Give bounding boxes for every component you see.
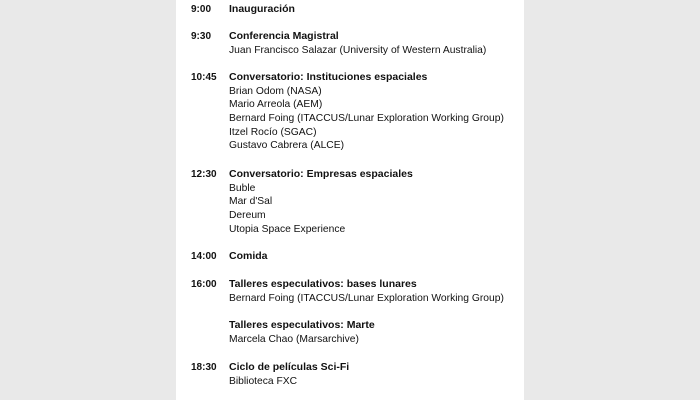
schedule-item-empresas xyxy=(229,168,519,236)
company-line: Utopia Space Experience xyxy=(229,223,346,235)
schedule-item-inauguracion xyxy=(229,3,519,17)
item-title: Inauguración xyxy=(229,3,295,15)
schedule-item-conferencia xyxy=(229,30,519,57)
item-title: Conferencia Magistral xyxy=(229,30,339,42)
time-0930: 9:30 xyxy=(191,31,212,42)
speaker-line: Marcela Chao (Marsarchive) xyxy=(229,333,359,345)
schedule-item-talleres xyxy=(229,278,519,346)
speaker-line: Bernard Foing (ITACCUS/Lunar Exploration Working Group) xyxy=(229,292,504,304)
schedule-item-instituciones xyxy=(229,71,519,153)
speaker-line: Itzel Rocío (SGAC) xyxy=(229,126,317,138)
time-1830: 18:30 xyxy=(191,362,217,373)
schedule-item-comida xyxy=(229,250,519,264)
time-1045: 10:45 xyxy=(191,72,217,83)
speaker-line: Juan Francisco Salazar (University of Western Australia) xyxy=(229,44,487,56)
company-line: Mar d'Sal xyxy=(229,196,273,208)
time-1230: 12:30 xyxy=(191,169,217,180)
company-line: Buble xyxy=(229,182,256,194)
item-title: Conversatorio: Empresas espaciales xyxy=(229,168,413,180)
item-title: Comida xyxy=(229,250,268,262)
speaker-line: Bernard Foing (ITACCUS/Lunar Exploration Working Group) xyxy=(229,112,504,124)
speaker-line: Mario Arreola (AEM) xyxy=(229,99,323,111)
item-title: Ciclo de películas Sci-Fi xyxy=(229,361,350,373)
speaker-line: Brian Odom (NASA) xyxy=(229,85,322,97)
item-title: Talleres especulativos: bases lunares xyxy=(229,278,417,290)
item-title: Conversatorio: Instituciones espaciales xyxy=(229,71,428,83)
company-line: Dereum xyxy=(229,209,266,221)
speaker-line: Gustavo Cabrera (ALCE) xyxy=(229,140,345,152)
time-1400: 14:00 xyxy=(191,251,217,262)
time-1600: 16:00 xyxy=(191,279,217,290)
item-subtitle: Talleres especulativos: Marte xyxy=(229,319,375,332)
time-0900: 9:00 xyxy=(191,4,212,15)
venue-line: Biblioteca FXC xyxy=(229,375,298,387)
schedule-item-peliculas xyxy=(229,361,519,388)
